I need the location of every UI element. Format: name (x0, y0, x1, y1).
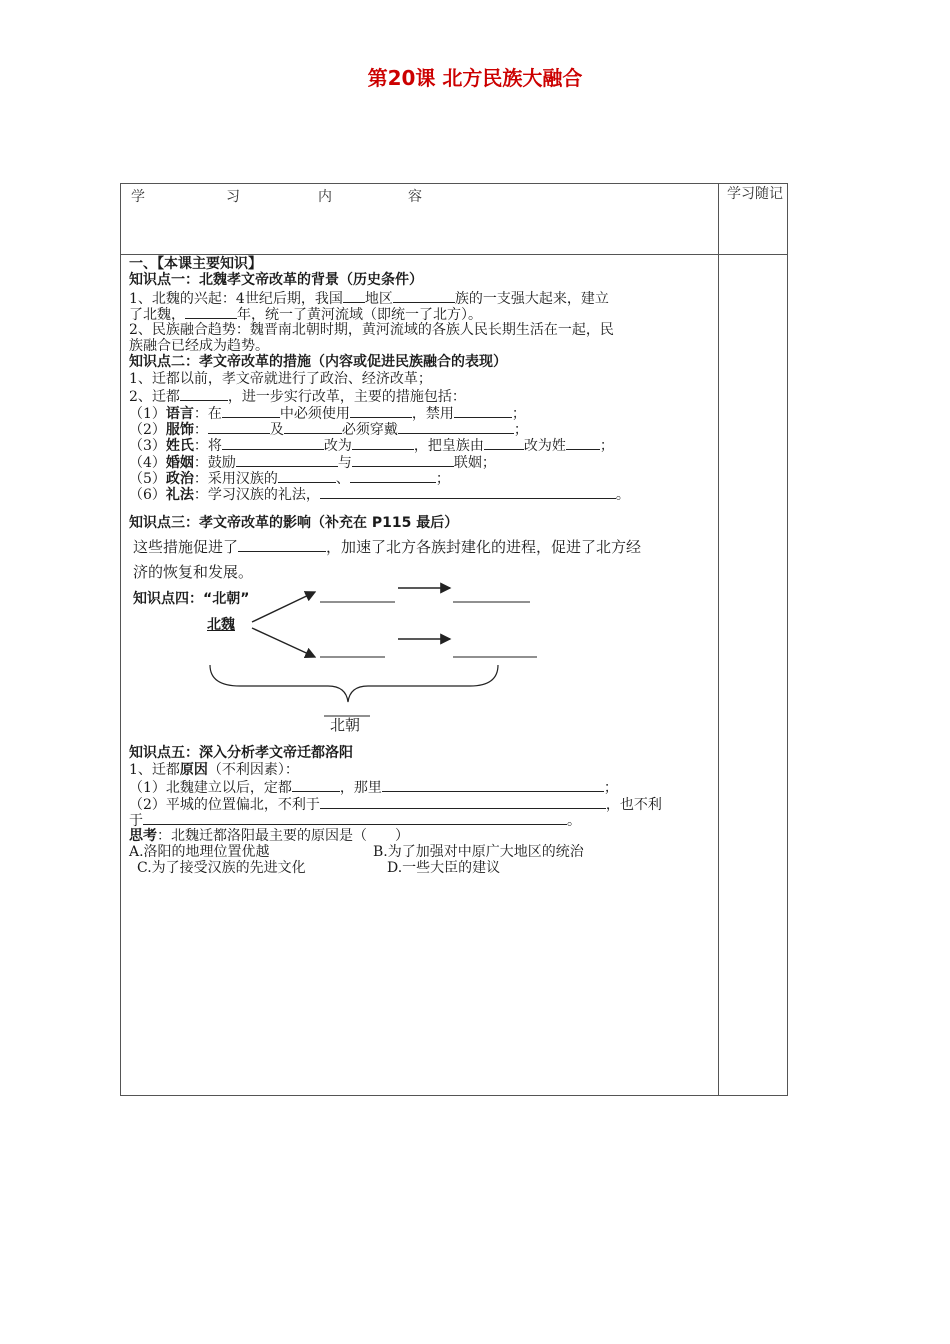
text: （5） (129, 471, 166, 488)
text: ，加速了北方各族封建化的进程，促进了北方经 (326, 538, 642, 556)
header-char-3: 内 (318, 189, 332, 205)
blank-reason[interactable] (320, 795, 606, 809)
kp1-line-3: 2、民族融合趋势：魏晋南北朝时期，黄河流域的各族人民长期生活在一起，民 (129, 321, 614, 338)
blank-year[interactable] (185, 305, 237, 319)
brace-icon (210, 665, 498, 702)
blank[interactable] (236, 453, 338, 467)
text: （2） (129, 421, 166, 438)
header-row-divider (120, 254, 788, 255)
blank-ethnic-group[interactable] (393, 289, 455, 303)
notes-column-divider (718, 183, 719, 1096)
blank[interactable] (398, 420, 514, 434)
blank[interactable] (222, 404, 280, 418)
text: ，那里 (339, 780, 382, 797)
blank[interactable] (352, 453, 454, 467)
text: 年，统一了黄河流域（即统一了北方）。 (237, 307, 482, 324)
keyword: 服饰 (165, 421, 194, 438)
text: ，也不利 (605, 796, 662, 813)
blank[interactable] (484, 436, 524, 450)
kp2-line-2 (129, 387, 715, 406)
section-heading: 一、【本课主要知识】 (129, 256, 262, 272)
text: （1）北魏建立以后，定都 (129, 780, 292, 797)
keyword: 思考 (129, 827, 157, 844)
options-row-1 (129, 844, 715, 860)
kp5-line-3 (129, 795, 715, 811)
knowledge-section-5 (129, 762, 715, 877)
text: ； (511, 405, 526, 422)
blank[interactable] (454, 404, 512, 418)
text: ； (599, 438, 614, 455)
text: 2、迁都 (129, 389, 180, 406)
blank[interactable] (284, 420, 342, 434)
blank-region[interactable] (343, 289, 365, 303)
blank[interactable] (278, 469, 336, 483)
text: （4） (129, 454, 166, 471)
keyword: 语言 (165, 405, 194, 422)
text: ，把皇族由 (413, 438, 484, 455)
text: （1） (129, 405, 166, 422)
keyword: 原因 (179, 762, 208, 778)
kp5-line-2 (129, 778, 715, 797)
text: ； (435, 471, 450, 488)
text: 及 (269, 421, 284, 438)
measure-politics (129, 469, 715, 488)
text: ，进一步实行改革，主要的措施包括： (227, 389, 466, 406)
kp5-line-4 (129, 811, 715, 830)
text: （不利因素）： (207, 762, 299, 778)
text: （3） (129, 438, 166, 455)
kp4-heading: 知识点四：“北朝” (133, 591, 250, 607)
kp3-line-2: 济的恢复和发展。 (133, 563, 254, 581)
beichao-label: 北朝 (330, 716, 361, 734)
text: ： (193, 421, 208, 438)
option-d[interactable]: D.一些大臣的建议 (387, 860, 501, 877)
blank[interactable] (350, 469, 436, 483)
text: ； (603, 780, 618, 797)
blank-influence[interactable] (238, 534, 326, 552)
knowledge-section-1 (129, 256, 715, 502)
text: ：北魏迁都洛阳最主要的原因是（ ） (157, 827, 409, 844)
text: 了北魏， (129, 307, 185, 324)
blank[interactable] (222, 436, 324, 450)
text: ； (513, 421, 528, 438)
kp1-heading: 知识点一：北魏孝文帝改革的背景（历史条件） (129, 272, 423, 289)
blank[interactable] (208, 420, 270, 434)
measure-language (129, 404, 715, 420)
blank-capital[interactable] (292, 778, 340, 792)
blank[interactable] (352, 436, 414, 450)
blank-reason[interactable] (382, 778, 604, 792)
option-a[interactable]: A.洛阳的地理位置优越 (129, 843, 270, 860)
text: 改为姓 (523, 438, 566, 455)
measure-surname (129, 436, 715, 455)
text: ，禁用 (411, 405, 454, 422)
keyword: 姓氏 (165, 438, 194, 455)
kp3-line-1 (133, 534, 641, 560)
text: 必须穿戴 (341, 421, 398, 438)
text: 于 (129, 813, 143, 830)
keyword: 婚姻 (165, 454, 194, 471)
kp1-line-4: 族融合已经成为趋势。 (129, 337, 269, 354)
measure-rites (129, 485, 715, 504)
kp1-line-2 (129, 305, 715, 324)
text: ：鼓励 (193, 454, 236, 471)
kp5-line-1 (129, 762, 715, 778)
text: （2）平城的位置偏北，不利于 (129, 796, 320, 813)
kp2-heading: 知识点二：孝文帝改革的措施（内容或促进民族融合的表现） (129, 354, 507, 371)
measure-marriage (129, 453, 715, 469)
kp3-heading: 知识点三：孝文帝改革的影响（补充在 P115 最后） (129, 515, 459, 531)
text: ：学习汉族的礼法， (193, 487, 320, 504)
header-char-1: 学 (131, 189, 145, 205)
text: 地区 (364, 290, 393, 307)
page-title: 第20课 北方民族大融合 (367, 66, 583, 90)
text: 联姻； (453, 454, 496, 471)
text: 1、迁都 (129, 762, 180, 778)
text: 族的一支强大起来，建立 (454, 290, 609, 307)
option-c[interactable]: C.为了接受汉族的先进文化 (137, 860, 306, 877)
text: ：采用汉族的 (193, 471, 278, 488)
text: 。 (615, 487, 630, 504)
keyword: 政治 (165, 471, 194, 488)
branch-arrow-up (252, 592, 315, 622)
options-row-2 (129, 860, 715, 876)
blank-capital[interactable] (180, 387, 228, 401)
text: 与 (337, 454, 352, 471)
text: 这些措施促进了 (133, 538, 239, 556)
text: ：在 (193, 405, 222, 422)
blank[interactable] (320, 485, 616, 499)
branch-arrow-down (252, 628, 315, 657)
text: 、 (335, 471, 350, 488)
measure-clothing (129, 420, 715, 436)
blank[interactable] (350, 404, 412, 418)
text: ：将 (193, 438, 222, 455)
text: 1、北魏的兴起：4世纪后期，我国 (129, 290, 343, 307)
beichao-diagram (200, 580, 560, 720)
text: 中必须使用 (279, 405, 350, 422)
notes-column-header: 学习随记 (727, 186, 783, 202)
think-question (129, 828, 715, 844)
header-char-2: 习 (226, 189, 240, 205)
kp5-heading: 知识点五：深入分析孝文帝迁都洛阳 (129, 745, 353, 761)
beiwei-label: 北魏 (207, 617, 235, 633)
kp2-line-1: 1、迁都以前，孝文帝就进行了政治、经济改革； (129, 370, 432, 387)
blank[interactable] (566, 436, 600, 450)
text: 改为 (323, 438, 352, 455)
kp1-line-1 (129, 289, 715, 305)
header-char-4: 容 (408, 189, 422, 205)
blank-reason[interactable] (143, 811, 567, 825)
text: （6） (129, 487, 166, 504)
keyword: 礼法 (165, 487, 194, 504)
option-b[interactable]: B.为了加强对中原广大地区的统治 (373, 843, 584, 860)
text: 。 (567, 813, 581, 830)
